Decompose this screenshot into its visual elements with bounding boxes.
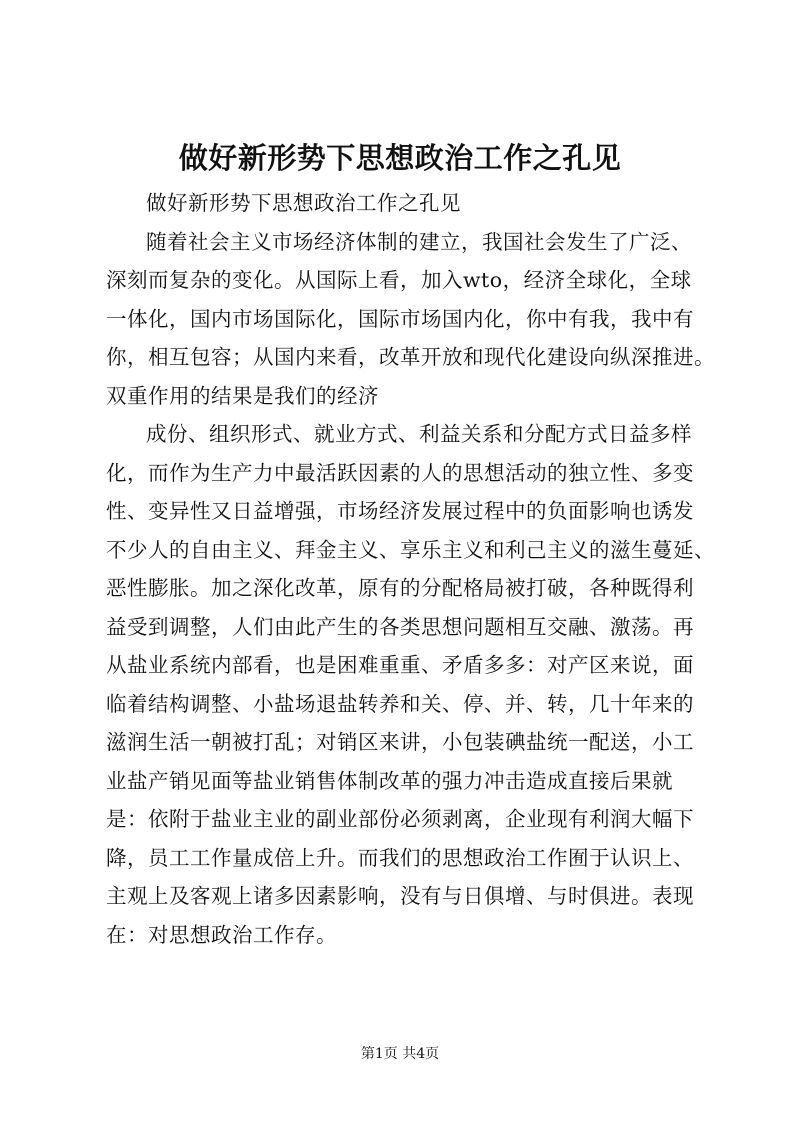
paragraph-line: 业盐产销见面等盐业销售体制改革的强力冲击造成直接后果就 xyxy=(106,768,673,793)
paragraph-line: 恶性膨胀。加之深化改革，原有的分配格局被打破，各种既得利 xyxy=(106,576,694,600)
paragraph-line: 深刻而复杂的变化。从国际上看，加入wto，经济全球化，全球 xyxy=(106,268,692,292)
paragraph-line: 化，而作为生产力中最活跃因素的人的思想活动的独立性、多变 xyxy=(106,460,694,485)
paragraph-2 xyxy=(106,415,715,954)
page-number-footer: 第1页 共4页 xyxy=(360,1046,440,1062)
paragraph-line: 临着结构调整、小盐场退盐转养和关、停、并、转，几十年来的 xyxy=(106,691,694,716)
paragraph-line: 是：依附于盐业主业的副业部份必须剥离，企业现有利润大幅下 xyxy=(106,807,694,831)
document-title: 做好新形势下思想政治工作之孔见 xyxy=(178,141,622,175)
paragraph-line: 在：对思想政治工作存。 xyxy=(106,922,337,947)
paragraph-line: 不少人的自由主义、拜金主义、享乐主义和利己主义的滋生蔓延、 xyxy=(106,537,715,562)
paragraph-line: 一体化，国内市场国际化，国际市场国内化，你中有我，我中有 xyxy=(106,306,694,331)
paragraph-line: 性、变异性又日益增强，市场经济发展过程中的负面影响也诱发 xyxy=(106,499,694,523)
paragraph-line: 成份、组织形式、就业方式、利益关系和分配方式日益多样 xyxy=(146,422,692,446)
paragraph-line: 双重作用的结果是我们的经济 xyxy=(106,383,379,408)
subtitle-line: 做好新形势下思想政治工作之孔见 xyxy=(146,191,461,215)
paragraph-line: 滋润生活一朝被打乱；对销区来讲，小包装碘盐统一配送，小工 xyxy=(106,730,694,754)
paragraph-line: 你，相互包容；从国内来看，改革开放和现代化建设向纵深推进。 xyxy=(106,345,715,369)
document-body xyxy=(106,184,715,954)
paragraph-1 xyxy=(106,223,715,416)
paragraph-line: 随着社会主义市场经济体制的建立，我国社会发生了广泛、 xyxy=(146,229,692,254)
paragraph-line: 益受到调整，人们由此产生的各类思想问题相互交融、激荡。再 xyxy=(106,614,694,639)
paragraph-line: 降，员工工作量成倍上升。而我们的思想政治工作囿于认识上、 xyxy=(106,845,694,870)
paragraph-line: 从盐业系统内部看，也是困难重重、矛盾多多：对产区来说，面 xyxy=(106,653,694,677)
paragraph-line: 主观上及客观上诸多因素影响，没有与日俱增、与时俱进。表现 xyxy=(106,884,694,908)
